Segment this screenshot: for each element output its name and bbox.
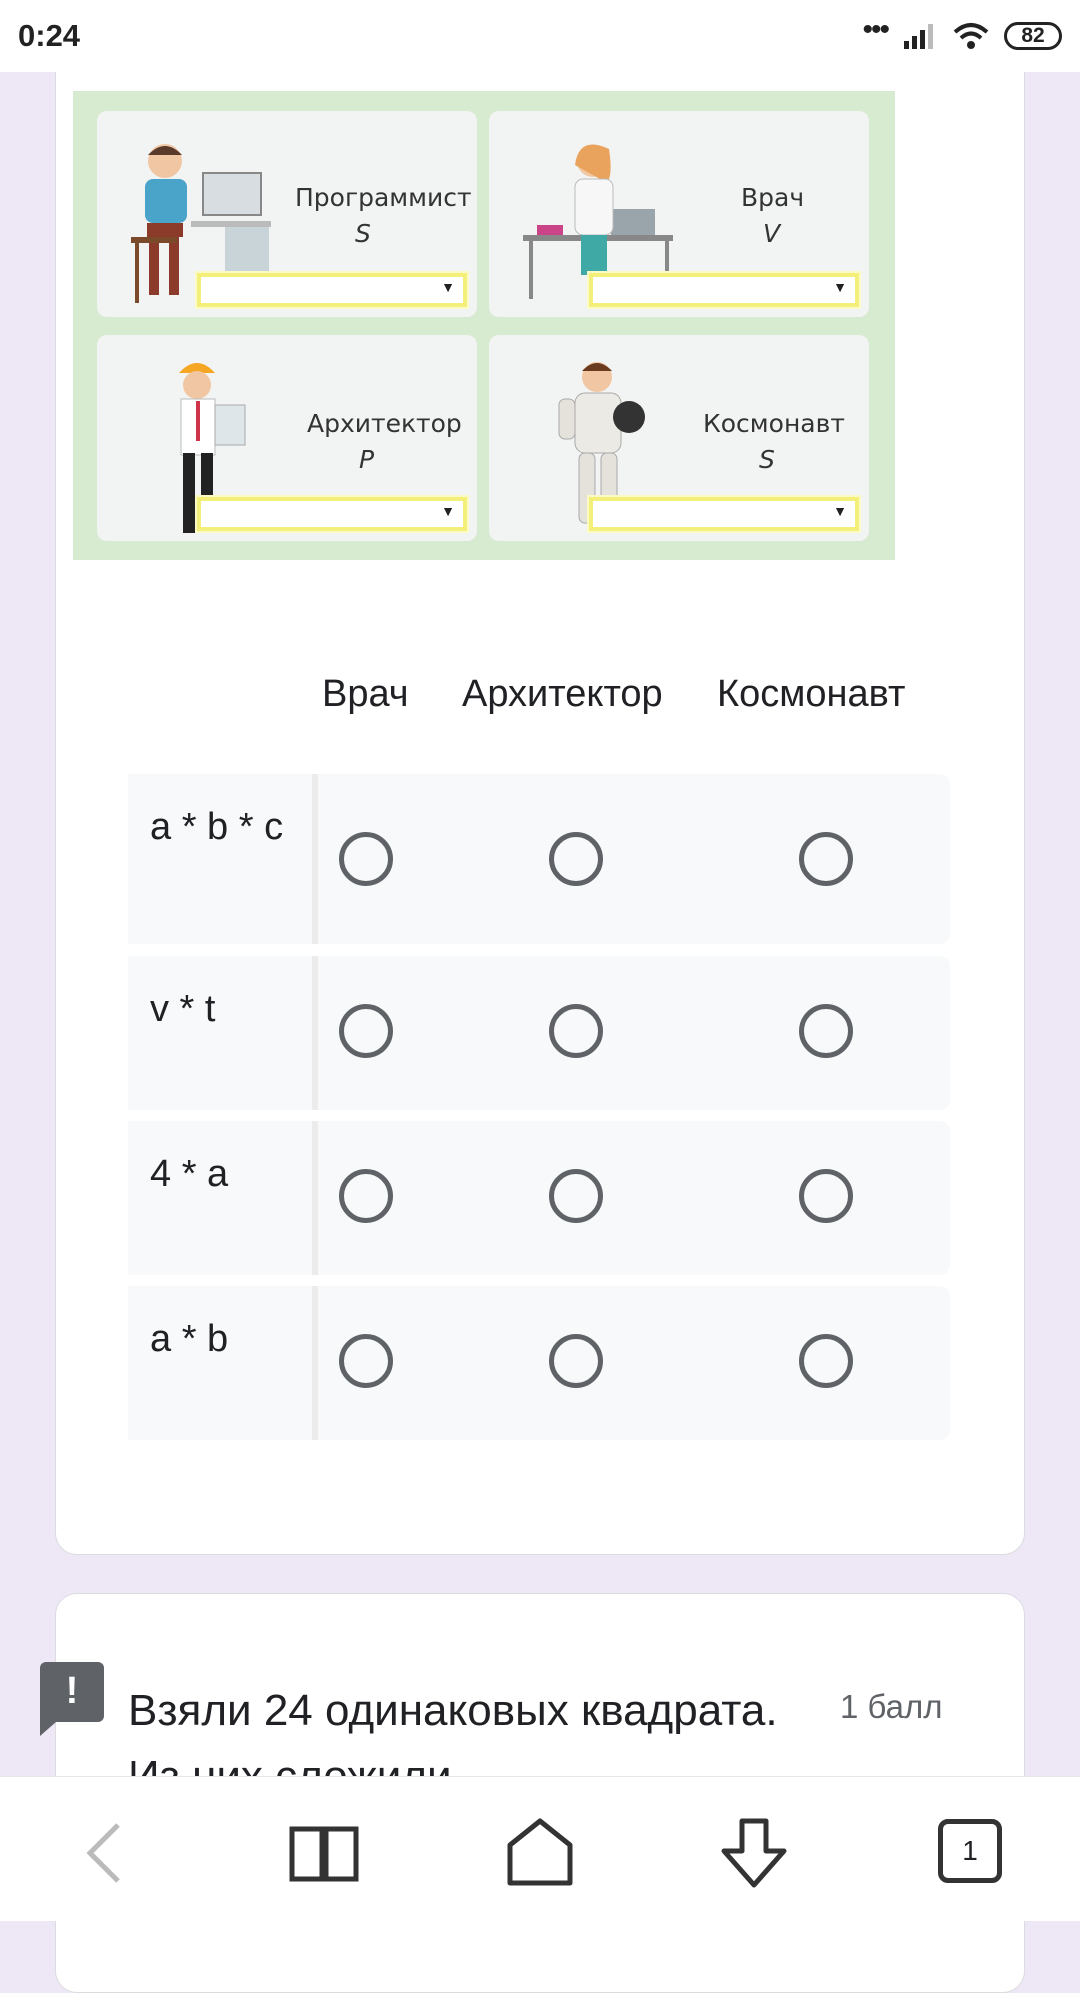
tile-doctor [489,111,869,317]
tile-var-architect: P [359,445,375,474]
dropdown-arrow-icon: ▼ [833,503,847,519]
dropdown-arrow-icon: ▼ [441,503,455,519]
tile-select-cosmonaut[interactable] [589,497,859,531]
clock: 0:24 [18,18,81,53]
signal-icon [902,21,938,51]
tile-architect [97,335,477,541]
status-icons [862,13,1062,51]
tile-label-architect: Архитектор [307,409,462,438]
battery-indicator: 82 [1004,22,1062,50]
dropdown-arrow-icon: ▼ [441,279,455,295]
row-label: a * b [128,1286,318,1440]
tile-cosmonaut [489,335,869,541]
required-warning-icon: ! [40,1662,104,1722]
radio-row2-cosmonaut[interactable] [799,1004,853,1058]
status-bar [0,0,1080,72]
grid-row [128,774,950,944]
home-icon[interactable] [500,1813,580,1893]
radio-row1-architect[interactable] [549,832,603,886]
download-icon[interactable] [714,1813,794,1893]
radio-row3-doctor[interactable] [339,1169,393,1223]
tile-label-cosmonaut: Космонавт [703,409,845,438]
tile-select-doctor[interactable] [589,273,859,307]
tile-var-doctor: V [763,219,781,248]
dropdown-arrow-icon: ▼ [833,279,847,295]
row-label: 4 * a [128,1121,318,1275]
radio-row4-doctor[interactable] [339,1334,393,1388]
browser-bottom-nav [0,1776,1080,1921]
tile-label-doctor: Врач [741,183,805,212]
radio-row3-cosmonaut[interactable] [799,1169,853,1223]
tile-label-programmer: Программист [295,183,472,212]
question-title: Взяли 24 одинаковых квадрата. [128,1686,778,1735]
column-header-architect: Архитектор [462,673,663,715]
tile-var-programmer: S [355,219,371,248]
professions-illustration [73,91,895,560]
book-icon[interactable] [284,1813,364,1893]
wifi-icon [952,21,990,51]
grid-row [128,1121,950,1275]
grid-row [128,1286,950,1440]
question-points: 1 балл [840,1688,943,1725]
radio-row1-doctor[interactable] [339,832,393,886]
radio-row2-doctor[interactable] [339,1004,393,1058]
radio-row4-cosmonaut[interactable] [799,1334,853,1388]
more-dots-icon: ••• [862,13,888,46]
tabs-button[interactable]: 1 [938,1819,1002,1883]
tile-var-cosmonaut: S [759,445,775,474]
back-arrow-icon[interactable] [66,1813,146,1893]
radio-row4-architect[interactable] [549,1334,603,1388]
row-label: a * b * c [128,774,318,944]
grid-row [128,956,950,1110]
radio-row2-architect[interactable] [549,1004,603,1058]
tile-select-architect[interactable] [197,497,467,531]
row-label: v * t [128,956,318,1110]
tile-select-programmer[interactable] [197,273,467,307]
column-header-cosmonaut: Космонавт [717,673,906,715]
tile-programmer [97,111,477,317]
column-header-doctor: Врач [322,673,409,715]
radio-row1-cosmonaut[interactable] [799,832,853,886]
radio-row3-architect[interactable] [549,1169,603,1223]
